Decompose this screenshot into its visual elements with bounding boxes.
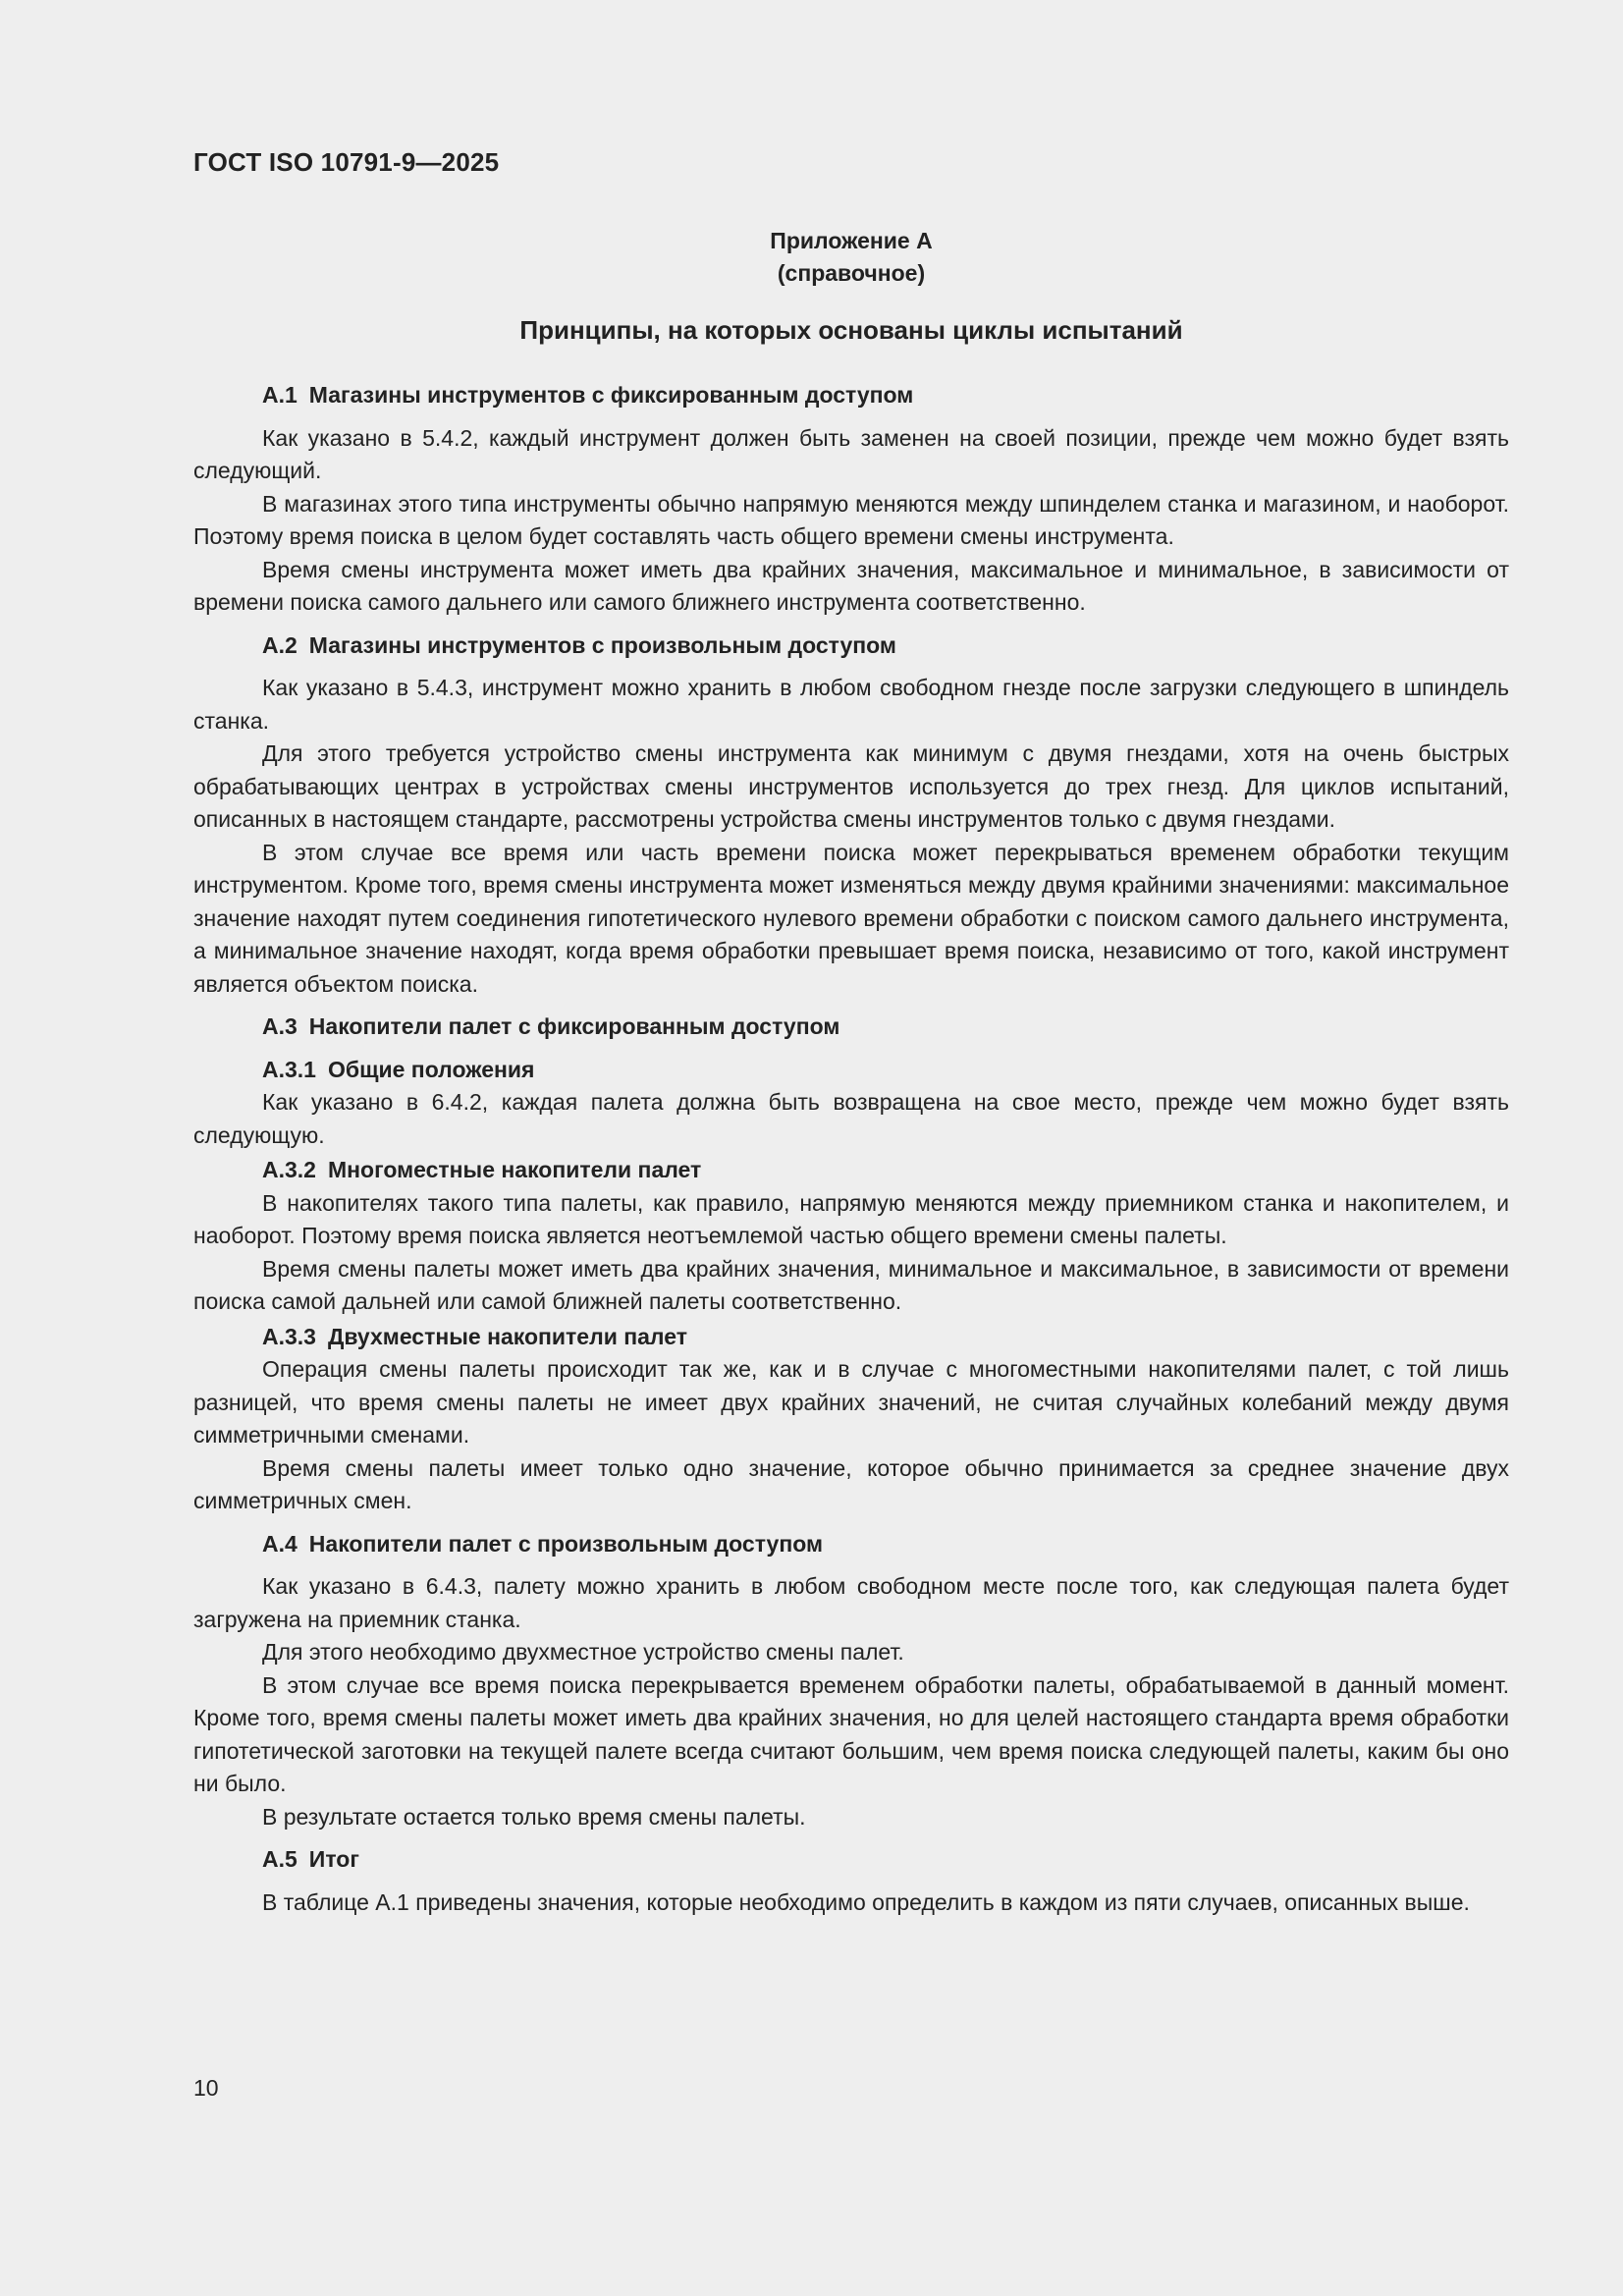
section-title: Итог xyxy=(308,1846,359,1872)
appendix-title: Принципы, на которых основаны циклы испытаний xyxy=(519,315,1183,345)
section-heading-a2 xyxy=(193,629,1509,663)
paragraph: Для этого требуется устройство смены инструмента как минимум с двумя гнездами, хотя на очень быстрых обрабатывающих центрах в устройствах смены инструментов используется до трех гнезд. Для циклов испытаний, описанных в настоящем стандарте, рассмотрены устройства смены инструментов только с двумя гнездами. xyxy=(193,740,1509,832)
paragraph: В таблице А.1 приведены значения, которые необходимо определить в каждом из пяти случаев, описанных выше. xyxy=(262,1888,1470,1915)
paragraph: Как указано в 5.4.2, каждый инструмент должен быть заменен на своей позиции, прежде чем можно будет взять следующий. xyxy=(193,424,1509,483)
paragraph: Время смены палеты может иметь два крайних значения, минимальное и максимальное, в зависимости от времени поиска самой дальней или самой ближней палеты соответственно. xyxy=(193,1255,1509,1314)
section-title: Накопители палет с фиксированным доступом xyxy=(308,1013,840,1039)
paragraph: Как указано в 5.4.3, инструмент можно хранить в любом свободном гнезде после загрузки следующего в шпиндель станка. xyxy=(193,675,1509,734)
section-number: А.3 xyxy=(262,1013,298,1039)
section-number: А.4 xyxy=(262,1530,298,1557)
section-heading-a4 xyxy=(193,1528,1509,1561)
paragraph: Операция смены палеты происходит так же, как и в случае с многоместными накопителями палет, с той лишь разницей, что время смены палеты не имеет двух крайних значений, не считая случайных колебаний между двумя симметричными сменами. xyxy=(193,1356,1509,1448)
section-heading-a3 xyxy=(193,1011,1509,1044)
subsection-number: А.3.2 xyxy=(262,1157,316,1182)
paragraph: В магазинах этого типа инструменты обычно напрямую меняются между шпинделем станка и магазином, и наоборот. Поэтому время поиска в целом будет составлять часть общего времени смены инструмента. xyxy=(193,490,1509,549)
section-heading-a1 xyxy=(193,379,1509,412)
section-number: А.2 xyxy=(262,631,298,658)
subsection-heading-a33 xyxy=(193,1321,1509,1354)
section-title: Магазины инструментов с произвольным доступом xyxy=(308,631,896,658)
section-number: А.5 xyxy=(262,1846,298,1872)
paragraph: Как указано в 6.4.3, палету можно хранить в любом свободном месте после того, как следующая палета будет загружена на приемник станка. xyxy=(193,1573,1509,1632)
paragraph: Время смены палеты имеет только одно значение, которое обычно принимается за среднее значение двух симметричных смен. xyxy=(193,1454,1509,1513)
paragraph: В этом случае все время или часть времени поиска может перекрываться временем обработки текущим инструментом. Кроме того, время смены инструмента может изменяться между двумя крайними значениями: максимальное значение находят путем соединения гипотетического нулевого времени обработки с поиском самого дальнего инструмента, а минимальное значение находят, когда время обработки превышает время поиска, независимо от того, какой инструмент является объектом поиска. xyxy=(193,839,1509,997)
appendix-heading xyxy=(193,225,1509,290)
subsection-heading-a31 xyxy=(193,1054,1509,1087)
document-body xyxy=(193,379,1509,1919)
section-number: А.1 xyxy=(262,382,298,408)
section-heading-a5 xyxy=(193,1843,1509,1877)
paragraph: Для этого необходимо двухместное устройство смены палет. xyxy=(262,1639,904,1665)
appendix-label: Приложение А xyxy=(770,228,933,253)
subsection-title: Общие положения xyxy=(327,1056,535,1082)
subsection-title: Многоместные накопители палет xyxy=(327,1157,702,1182)
paragraph: В накопителях такого типа палеты, как правило, напрямую меняются между приемником станка и накопителем, и наоборот. Поэтому время поиска является неотъемлемой частью общего времени смены палеты. xyxy=(193,1189,1509,1248)
paragraph: Как указано в 6.4.2, каждая палета должна быть возвращена на свое место, прежде чем можно будет взять следующую. xyxy=(193,1089,1509,1148)
paragraph: В результате остается только время смены палеты. xyxy=(262,1803,806,1830)
subsection-number: А.3.3 xyxy=(262,1323,316,1349)
paragraph: Время смены инструмента может иметь два крайних значения, максимальное и минимальное, в зависимости от времени поиска самого дальнего или самого ближнего инструмента соответственно. xyxy=(193,556,1509,615)
appendix-type: (справочное) xyxy=(777,260,926,286)
document-code: ГОСТ ISO 10791-9—2025 xyxy=(193,147,500,177)
subsection-title: Двухместные накопители палет xyxy=(327,1323,687,1349)
page-number: 10 xyxy=(193,2075,219,2101)
section-title: Накопители палет с произвольным доступом xyxy=(308,1530,823,1557)
subsection-heading-a32 xyxy=(193,1154,1509,1187)
paragraph: В этом случае все время поиска перекрывается временем обработки палеты, обрабатываемой в данный момент. Кроме того, время смены палеты может иметь два крайних значения, но для целей настоящего стандарта время обработки гипотетической заготовки на текущей палете всегда считают большим, чем время поиска следующей палеты, каким бы оно ни было. xyxy=(193,1671,1509,1796)
section-title: Магазины инструментов с фиксированным доступом xyxy=(308,382,914,408)
subsection-number: А.3.1 xyxy=(262,1056,316,1082)
